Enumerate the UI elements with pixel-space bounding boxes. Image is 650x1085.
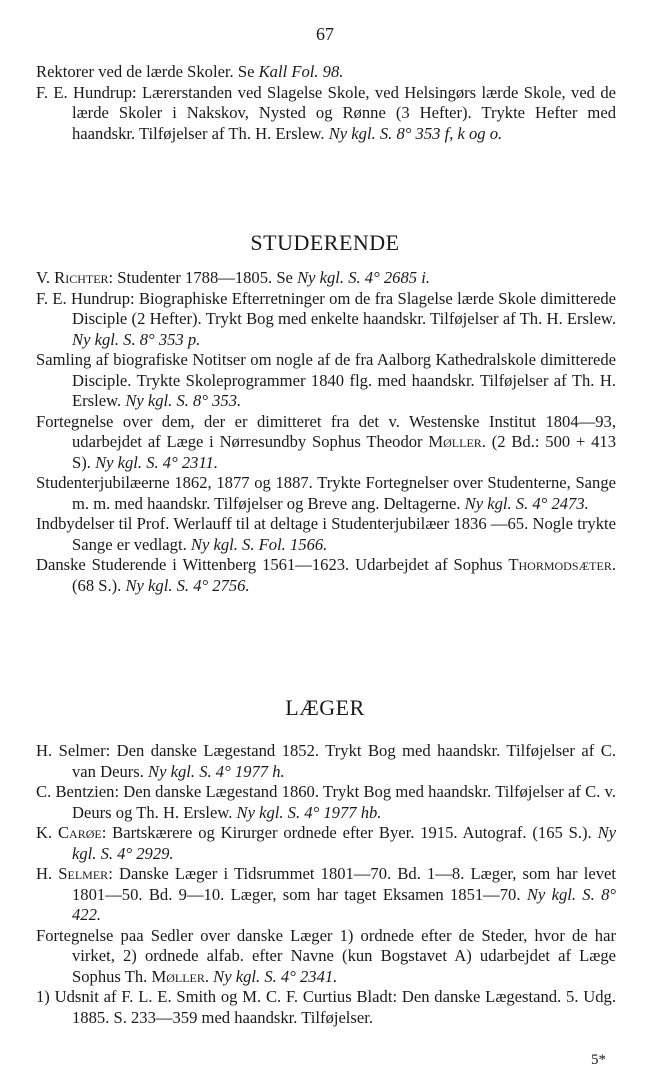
- shelf-reference: Ny kgl. S. 8° 353.: [125, 391, 242, 410]
- section-heading-laeger: LÆGER: [285, 695, 365, 720]
- entry-fortegnelse-sedler: [36, 926, 616, 988]
- section-heading-studerende: STUDERENDE: [250, 230, 400, 255]
- entry-text: Fortegnelse paa Sedler over danske Læger 1) ordnede efter de Steder, hvor de har virket, 2) ordnede alfab. efter Navne (kun Bogstavet A) udarbejdet af Læge Sophus Th.: [36, 925, 616, 986]
- entry-text: : Danske Læger i Tidsrummet 1801—70. Bd. 1—8. Læger, som har levet 1801—50. Bd. 9—10. Læger, som har taget Eksamen 1851—70.: [72, 864, 616, 904]
- author-name: Møller: [151, 966, 205, 986]
- shelf-reference: Ny kgl. S. 4° 2685 i.: [297, 268, 430, 287]
- entry-text: Samling af biografiske Notitser om nogle af de fra Aalborg Kathedralskole dimitterede Disciple. Trykte Skoleprogrammer 1840 flg. med haandskr. Tilføjelser af Th. H. Erslew.: [36, 350, 616, 410]
- shelf-reference: Ny kgl. S. 8° 422.: [72, 884, 617, 924]
- shelf-reference: Ny kgl. S. 4° 2929.: [72, 823, 616, 863]
- entry-text: F. E. Hundrup: Lærerstanden ved Slagelse Skole, ved Helsingørs lærde Skole, ved de lærde Skoler i Nakskov, Nysted og Rønne (3 Hefter). Trykte Hefter med haandskr. Tilføjelser af Th. H. Erslew.: [36, 82, 616, 143]
- entry-text: C. Bentzien: Den danske Lægestand 1860. Trykt Bog med haandskr. Tilføjelser af C. v. Deurs og Th. H. Erslew.: [36, 782, 616, 822]
- entry-text: Danske Studerende i Wittenberg 1561—1623. Udarbejdet af Sophus: [36, 555, 509, 574]
- page-number: 67: [316, 24, 334, 44]
- entry-wittenberg: [36, 555, 616, 596]
- laeger-entries: [36, 741, 616, 1028]
- entry-selmer-1801: [36, 864, 616, 926]
- footnote-text: 1) Udsnit af F. L. E. Smith og M. C. F. Curtius Bladt: Den danske Lægestand. 5. Udg. 1885. S. 233—359 med haandskr. Tilføjelser.: [36, 987, 616, 1027]
- shelf-reference: Ny kgl. S. 8° 353 p.: [72, 329, 201, 349]
- entry-hundrup-biographiske: [36, 289, 616, 351]
- shelf-reference: Ny kgl. S. Fol. 1566.: [190, 534, 328, 554]
- entry-westenske: [36, 412, 616, 474]
- entry-text-continued: . (2 Bd.: 500 + 413 S).: [72, 432, 616, 472]
- studerende-entries: [36, 268, 616, 596]
- entry-werlauff: [36, 514, 616, 555]
- entry-richter: [36, 268, 616, 289]
- entry-rektorer: [36, 62, 616, 83]
- author-name: K. Carøe: [36, 823, 102, 842]
- entry-selmer-1852: [36, 741, 616, 782]
- shelf-reference: Ny kgl. S. 4° 2756.: [125, 575, 250, 595]
- shelf-reference: Ny kgl. S. 4° 2341.: [213, 966, 338, 986]
- entry-text: Fortegnelse over dem, der er dimitteret fra det v. Westenske Institut 1804—93, udarbejdet af Læge i Nørresundby Sophus Theodor: [36, 411, 616, 451]
- shelf-reference: Kall Fol. 98.: [258, 62, 344, 81]
- entry-text: H. Selmer: Den danske Lægestand 1852. Trykt Bog med haandskr. Tilføjelser af C. van Deurs.: [36, 741, 616, 781]
- entry-text-continued: . (68 S.).: [72, 555, 616, 595]
- shelf-reference: Ny kgl. S. 4° 2473.: [464, 493, 589, 513]
- entry-text: : Bartskærere og Kirurger ordnede efter Byer. 1915. Autograf. (165 S.).: [101, 823, 598, 842]
- entry-text: : Studenter 1788—1805. Se: [108, 268, 298, 287]
- shelf-reference: Ny kgl. S. 4° 2311.: [95, 452, 218, 472]
- author-name: V. Richter: [36, 268, 109, 287]
- entry-caroe: [36, 823, 616, 864]
- entry-text-continued: .: [204, 966, 214, 986]
- entry-text: Studenterjubilæerne 1862, 1877 og 1887. Trykte Fortegnelser over Studenterne, Sange m. m. med haandskr. Tilføjelser og Breve ang. Deltagerne.: [36, 473, 616, 513]
- entry-bentzien: [36, 782, 616, 823]
- author-name: Thormodsæter: [508, 555, 612, 574]
- entry-text: Rektorer ved de lærde Skoler. Se: [36, 62, 259, 81]
- entry-aalborg: [36, 350, 616, 412]
- entry-text: F. E. Hundrup: Biographiske Efterretninger om de fra Slagelse lærde Skole dimitterede Disciple (2 Hefter). Trykt Bog med enkelte haandskr. Tilføjelser af Th. H. Erslew.: [36, 288, 616, 328]
- shelf-reference: Ny kgl. S. 8° 353 f, k og o.: [328, 123, 503, 143]
- entry-laererstanden: [36, 83, 616, 145]
- author-name: H. Selmer: [36, 864, 109, 883]
- entry-studenterjubilaeerne: [36, 473, 616, 514]
- shelf-reference: Ny kgl. S. 4° 1977 h.: [148, 761, 285, 781]
- printer-signature: 5*: [591, 1052, 606, 1068]
- author-name: Møller: [428, 432, 482, 451]
- intro-entries: [36, 62, 616, 144]
- entry-text: Indbydelser til Prof. Werlauff til at deltage i Studenterjubilæer 1836 —65. Nogle trykte Sange er vedlagt.: [36, 514, 616, 554]
- shelf-reference: Ny kgl. S. 4° 1977 hb.: [236, 802, 382, 822]
- footnote: [36, 987, 616, 1028]
